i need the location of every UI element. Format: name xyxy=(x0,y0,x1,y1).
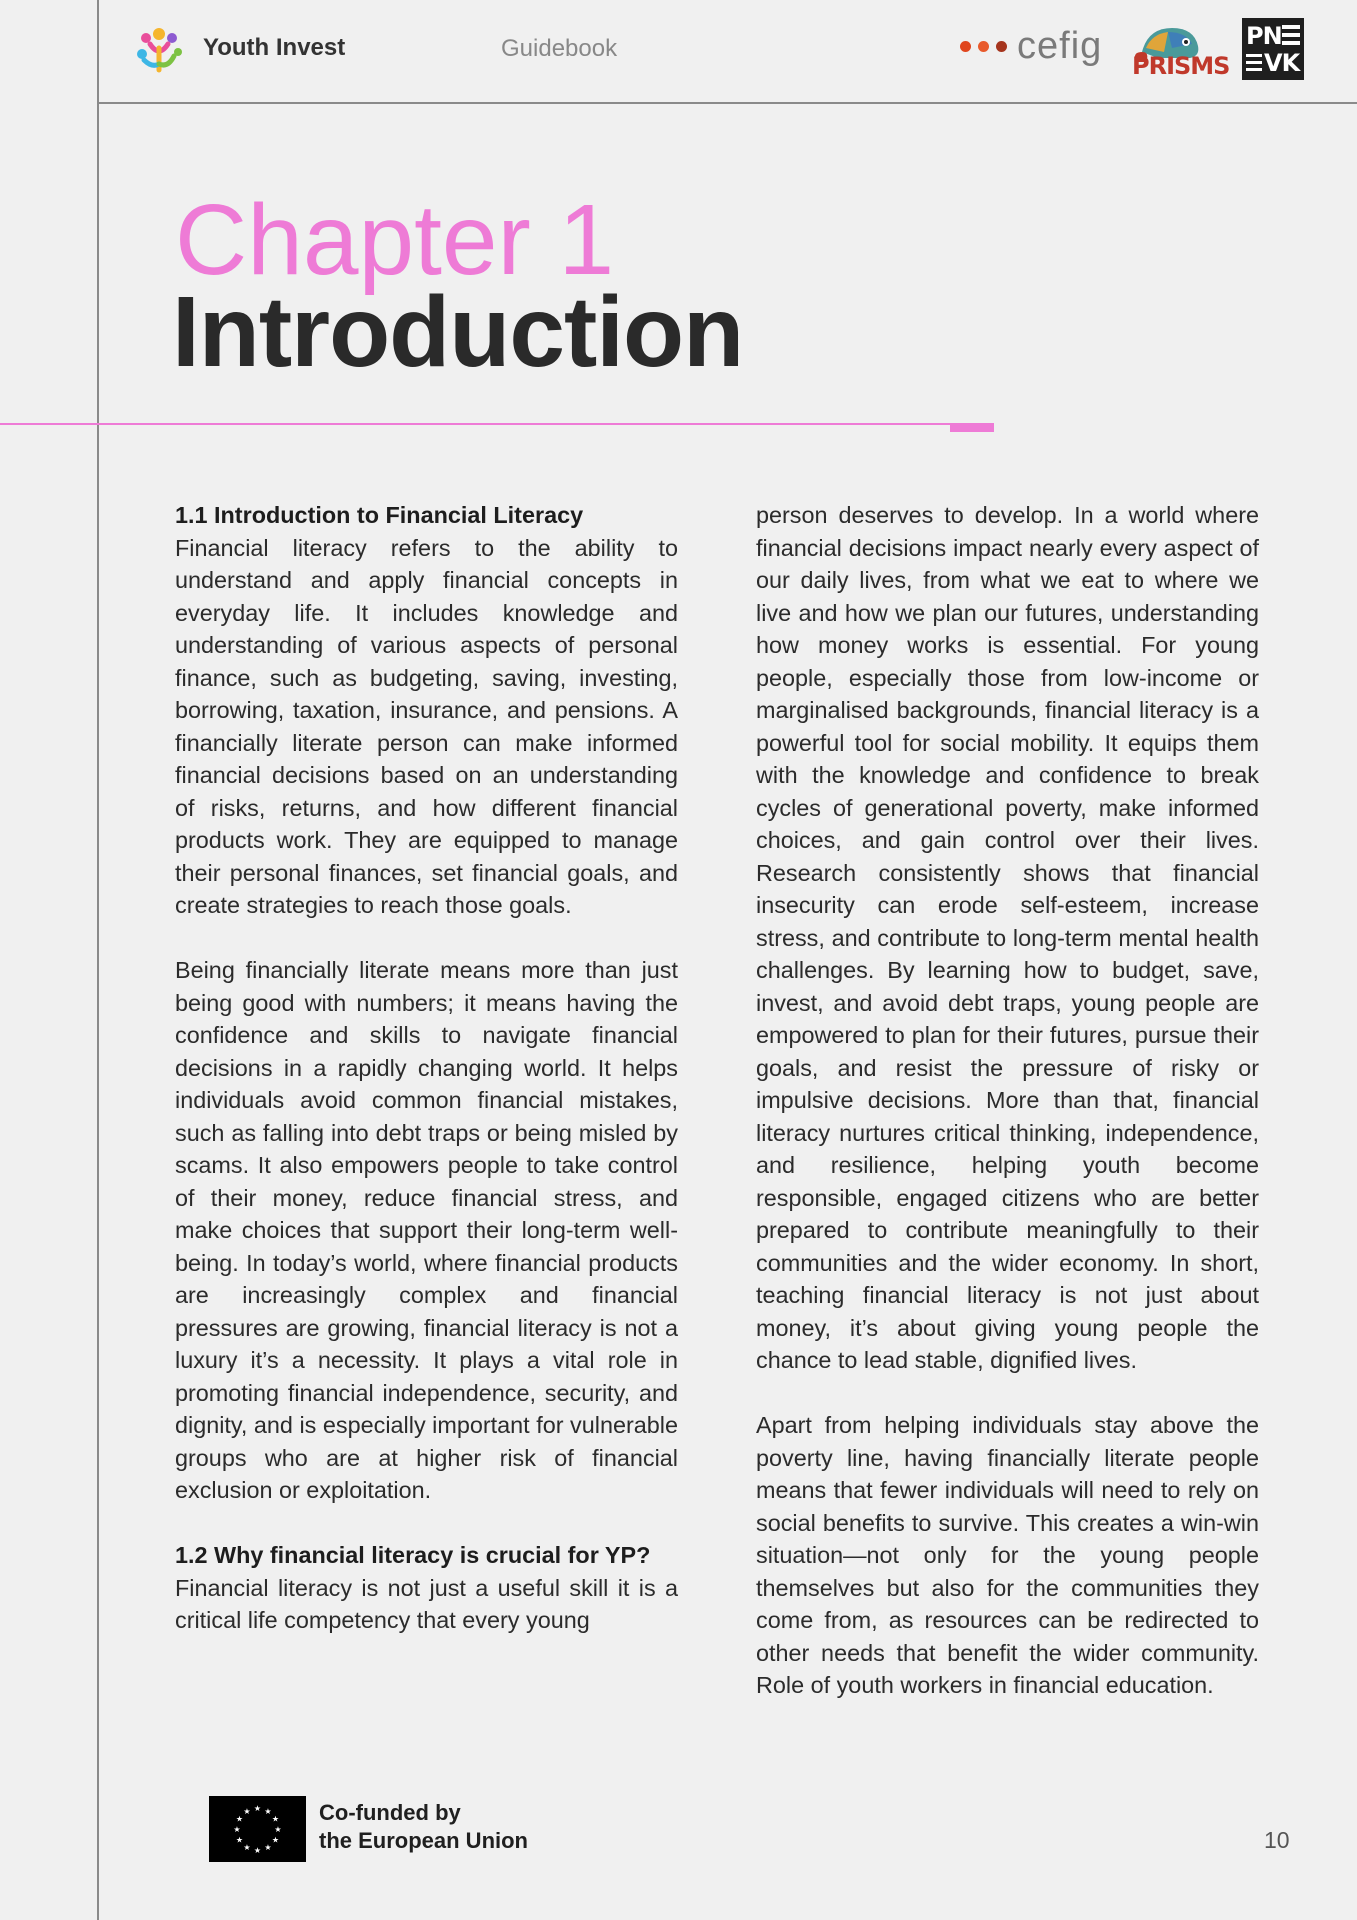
cefig-dots-icon xyxy=(960,41,1007,52)
page-number: 10 xyxy=(1264,1827,1290,1853)
svg-text:★: ★ xyxy=(235,1835,244,1845)
svg-text:★: ★ xyxy=(243,1843,251,1852)
pnvk-logo xyxy=(1242,18,1304,80)
eu-line-1: Co-funded by xyxy=(319,1800,461,1825)
text-column-right xyxy=(756,499,1259,1702)
svg-text:★: ★ xyxy=(253,1846,262,1855)
header-divider xyxy=(98,102,1357,104)
document-type-label: Guidebook xyxy=(501,35,618,62)
pnvk-line2: VK xyxy=(1264,49,1300,77)
svg-text:★: ★ xyxy=(243,1807,251,1816)
svg-text:★: ★ xyxy=(274,1825,282,1834)
section-1-2-heading: 1.2 Why financial literacy is crucial for YP? xyxy=(175,1542,651,1568)
brand-name: Youth Invest xyxy=(203,34,346,61)
text-column-left xyxy=(175,499,678,1637)
svg-text:★: ★ xyxy=(264,1807,272,1816)
chapter-title: Introduction xyxy=(172,276,744,388)
svg-text:★: ★ xyxy=(235,1814,244,1824)
cefig-logo xyxy=(960,24,1102,68)
section-1-1-heading: 1.1 Introduction to Financial Literacy xyxy=(175,502,584,528)
page-header xyxy=(0,0,1357,102)
eu-cofunding-label xyxy=(319,1799,528,1855)
eu-line-2: the European Union xyxy=(319,1828,528,1853)
svg-text:★: ★ xyxy=(233,1825,241,1834)
chapter-label: Chapter 1 xyxy=(175,184,615,296)
section-1-1-paragraph-1: Financial literacy refers to the ability to understand and apply financial concepts in everyday life. It includes knowledge and understanding of various aspects of personal finance, such as budgeting, saving, investing, borrowing, taxation, insurance, and pensions. A financially literate person can make informed financial decisions based on an understanding of risks, returns, and how different financial products work. They are equipped to manage their personal finances, set financial goals, and create strategies to reach those goals. xyxy=(175,534,678,918)
svg-text:★: ★ xyxy=(264,1843,272,1852)
pnvk-line1: PN xyxy=(1246,22,1282,50)
svg-text:★: ★ xyxy=(253,1804,262,1813)
section-1-2-paragraph-1-continued: person deserves to develop. In a world where financial decisions impact nearly every aspect of our daily lives, from what we eat to where we live and how we plan our futures, understanding how money works is essential. For young people, especially those from low-income or marginalised backgrounds, financial literacy is a powerful tool for social mobility. It equips them with the knowledge and confidence to break cycles of generational poverty, make informed choices, and gain control over their lives. Research consistently shows that financial insecurity can erode self-esteem, increase stress, and contribute to long-term mental health challenges. By learning how to budget, save, invest, and avoid debt traps, young people are empowered to plan for their futures, pursue their goals, and resist the pressure of risky or impulsive decisions. More than that, financial literacy nurtures critical thinking, independence, and resilience, helping youth become responsible, engaged citizens who are better prepared to contribute meaningfully to their communities and the wider economy. In short, teaching financial literacy is not just about money, it’s about giving young people the chance to lead stable, dignified lives. xyxy=(756,502,1259,1373)
left-margin-rule xyxy=(97,0,99,1920)
prisms-wordmark: PRISMS xyxy=(1132,52,1230,80)
svg-text:★: ★ xyxy=(271,1814,280,1824)
section-1-2-paragraph-2: Apart from helping individuals stay above the poverty line, having financially literate people means that fewer individuals will need to rely on social benefits to survive. This creates a win-win situation—not only for the young people themselves but also for the communities they come from, as resources can be redirected to other needs that benefit the wider community. Role of youth workers in financial education. xyxy=(756,1412,1259,1698)
chapter-underline xyxy=(0,423,994,425)
chapter-underline-accent xyxy=(950,424,994,432)
eu-flag-icon xyxy=(209,1796,306,1862)
section-1-1-paragraph-2: Being financially literate means more than just being good with numbers; it means having the confidence and skills to navigate financial decisions in a rapidly changing world. It helps individuals avoid common financial mistakes, such as falling into debt traps or being misled by scams. It also empowers people to take control of their money, reduce financial stress, and make choices that support their long-term well-being. In today’s world, where financial products are increasingly complex and financial pressures are growing, financial literacy is not a luxury it’s a necessity. It plays a vital role in promoting financial independence, security, and dignity, and is especially important for vulnerable groups who are at higher risk of financial exclusion or exploitation. xyxy=(175,957,678,1503)
svg-text:★: ★ xyxy=(271,1835,280,1845)
section-1-2-paragraph-1-start: Financial literacy is not just a useful skill it is a critical life competency that every young xyxy=(175,1574,678,1633)
youth-invest-logo-icon xyxy=(130,24,188,78)
cefig-wordmark: cefig xyxy=(1017,24,1103,67)
